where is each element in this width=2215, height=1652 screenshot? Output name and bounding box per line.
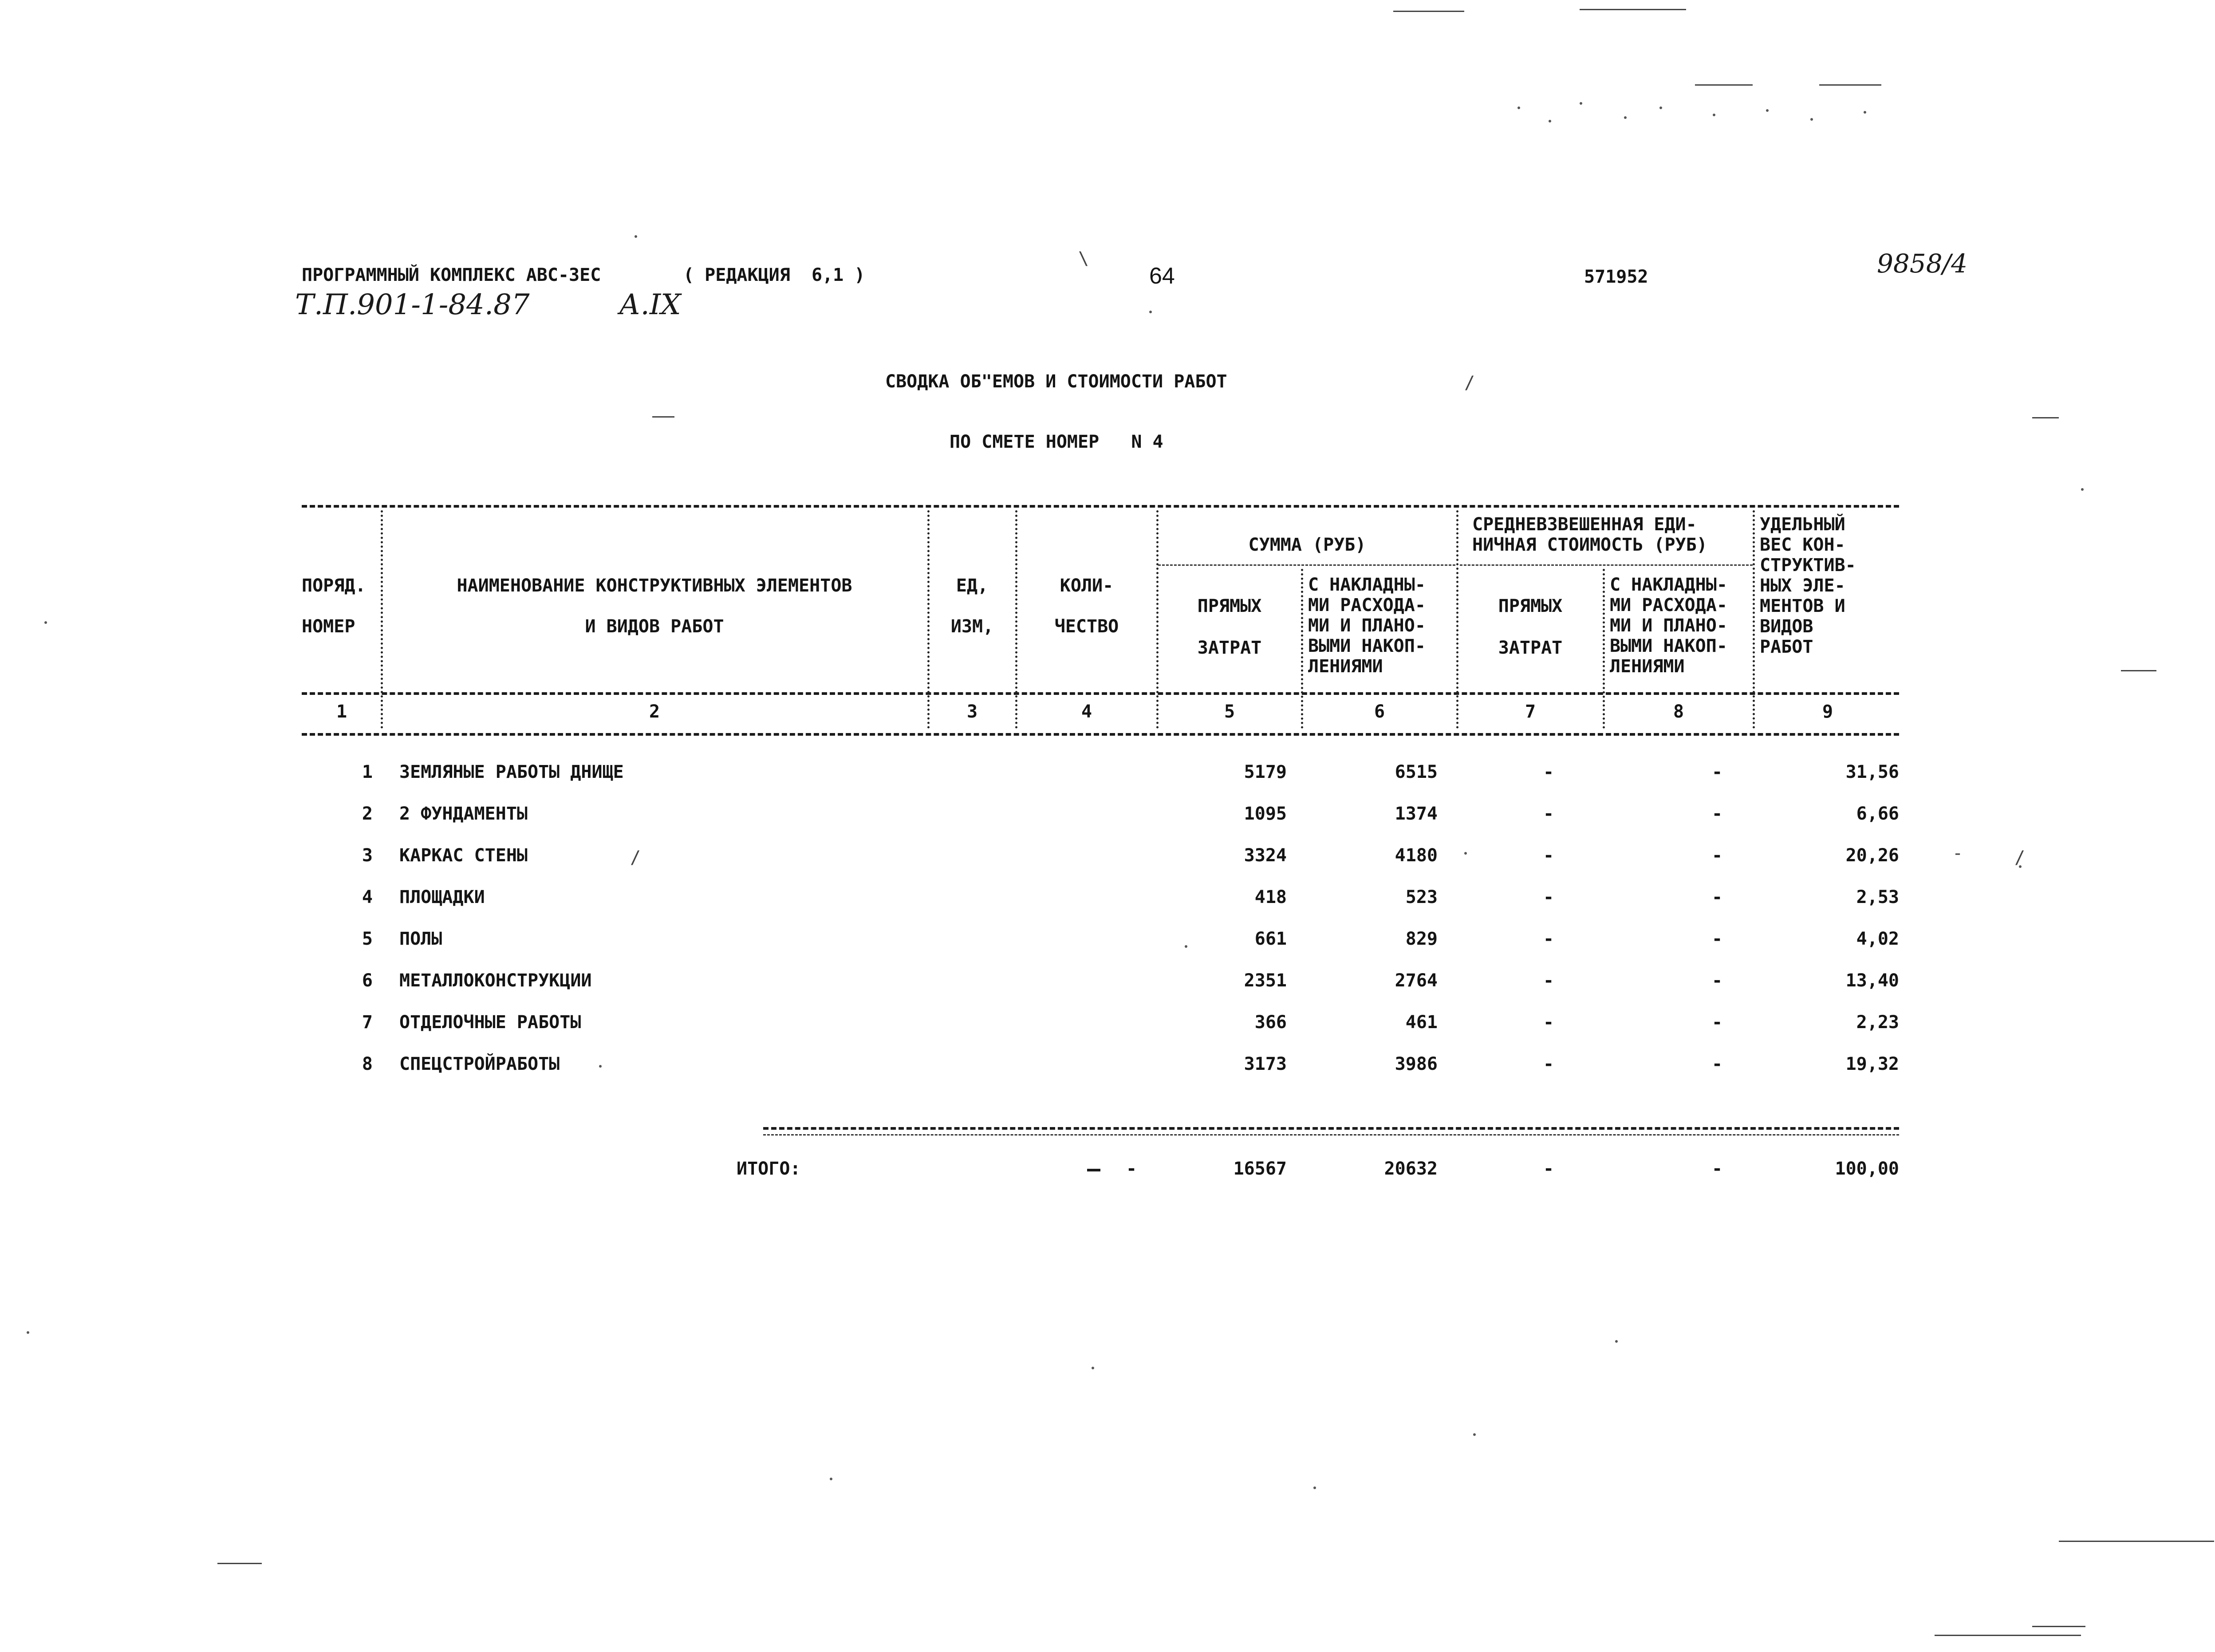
row-share: 6,66 [1856, 804, 1899, 824]
row-number: 5 [362, 929, 373, 949]
head-overhead-line1: С НАКЛАДНЫ- [1308, 575, 1426, 595]
row-name: СПЕЦСТРОЙРАБОТЫ [399, 1054, 560, 1074]
scan-glyph: / [2014, 848, 2026, 868]
head-overhead-line5: ЛЕНИЯМИ [1308, 656, 1383, 677]
row-avg-direct: - [1543, 887, 1554, 907]
scan-speck [1517, 106, 1520, 109]
scan-mark [2032, 1626, 2085, 1627]
row-avg-overhead: - [1711, 1054, 1723, 1074]
header-bottom-rule [302, 692, 1899, 695]
scan-mark [1695, 84, 1753, 86]
row-number: 8 [362, 1054, 373, 1074]
total-qty: - [1126, 1159, 1137, 1179]
total-avg-direct: - [1543, 1159, 1554, 1179]
row-name: ЗЕМЛЯНЫЕ РАБОТЫ ДНИЩЕ [399, 762, 624, 782]
avg-group-underline [1460, 564, 1753, 566]
row-overhead-cost: 3986 [1395, 1054, 1438, 1074]
head-name-line1: НАИМЕНОВАНИЕ КОНСТРУКТИВНЫХ ЭЛЕМЕНТОВ [457, 576, 852, 596]
scan-mark [2059, 1541, 2214, 1542]
row-share: 19,32 [1845, 1054, 1899, 1074]
total-rule-second [763, 1134, 1899, 1136]
row-share: 31,56 [1845, 762, 1899, 782]
row-name: ПОЛЫ [399, 929, 442, 949]
handwritten-album-number: А.IX [619, 288, 681, 321]
scan-speck [1580, 102, 1582, 105]
total-label: ИТОГО: [737, 1159, 801, 1179]
scan-speck [599, 1065, 602, 1068]
row-share: 2,23 [1856, 1012, 1899, 1033]
row-overhead-cost: 1374 [1395, 804, 1438, 824]
col-number-6: 6 [1374, 702, 1385, 722]
row-share: 4,02 [1856, 929, 1899, 949]
head-seq-line1: ПОРЯД. [302, 576, 366, 596]
scan-speck [1659, 106, 1662, 109]
col-separator-2 [927, 510, 930, 729]
row-name: МЕТАЛЛОКОНСТРУКЦИИ [399, 970, 592, 991]
row-number: 6 [362, 970, 373, 991]
row-number: 2 [362, 804, 373, 824]
scan-speck [27, 1331, 29, 1334]
col-number-8: 8 [1673, 702, 1684, 722]
row-overhead-cost: 6515 [1395, 762, 1438, 782]
scan-speck [830, 1478, 832, 1480]
head-share-line6: ВИДОВ [1760, 616, 1813, 637]
sum-group-underline [1158, 564, 1455, 566]
head-overhead-line4: ВЫМИ НАКОП- [1308, 636, 1426, 656]
total-rule [763, 1127, 1899, 1130]
head-unit-line2: ИЗМ, [950, 616, 994, 637]
head-share-line2: ВЕС КОН- [1760, 535, 1845, 555]
head-avg-direct-line2: ЗАТРАТ [1498, 638, 1563, 658]
col-number-3: 3 [966, 702, 978, 722]
scan-speck [1149, 311, 1152, 313]
head-share-line5: МЕНТОВ И [1760, 596, 1845, 616]
scan-speck [1473, 1433, 1476, 1436]
row-avg-overhead: - [1711, 1012, 1723, 1033]
row-direct-cost: 3324 [1244, 845, 1287, 866]
head-avg-overhead-line3: МИ И ПЛАНО- [1610, 615, 1727, 636]
page-number: 64 [1149, 263, 1175, 289]
scan-mark [1087, 1169, 1100, 1171]
row-name: ОТДЕЛОЧНЫЕ РАБОТЫ [399, 1012, 581, 1033]
scan-glyph: / [1464, 373, 1475, 393]
col-separator-5 [1301, 569, 1303, 729]
scan-speck [1549, 120, 1551, 122]
scan-glyph: / [630, 848, 641, 868]
scan-mark [1935, 1635, 2081, 1636]
scan-speck [1092, 1367, 1094, 1369]
col-separator-6 [1456, 510, 1458, 729]
row-avg-overhead: - [1711, 970, 1723, 991]
scan-speck [1624, 116, 1627, 119]
row-share: 20,26 [1845, 845, 1899, 866]
total-direct-cost: 16567 [1233, 1159, 1287, 1179]
estimate-number: ПО СМЕТЕ НОМЕР N 4 [950, 432, 1163, 452]
row-overhead-cost: 829 [1405, 929, 1438, 949]
scan-mark [2032, 417, 2059, 418]
col-separator-7 [1603, 569, 1605, 729]
scan-mark [1580, 9, 1686, 10]
scan-speck [1864, 111, 1866, 114]
row-name: 2 ФУНДАМЕНТЫ [399, 804, 528, 824]
row-number: 3 [362, 845, 373, 866]
document-code: 571952 [1584, 267, 1648, 287]
row-share: 2,53 [1856, 887, 1899, 907]
head-share-line7: РАБОТ [1760, 637, 1813, 657]
scan-glyph: \ [1078, 248, 1089, 269]
row-direct-cost: 366 [1254, 1012, 1287, 1033]
row-avg-direct: - [1543, 1012, 1554, 1033]
row-overhead-cost: 461 [1405, 1012, 1438, 1033]
head-avg-overhead-line2: МИ РАСХОДА- [1610, 595, 1727, 615]
head-seq-line2: НОМЕР [302, 616, 355, 637]
row-direct-cost: 5179 [1244, 762, 1287, 782]
row-avg-overhead: - [1711, 929, 1723, 949]
col-separator-8 [1753, 510, 1755, 729]
row-avg-direct: - [1543, 970, 1554, 991]
row-direct-cost: 3173 [1244, 1054, 1287, 1074]
row-number: 7 [362, 1012, 373, 1033]
row-direct-cost: 418 [1254, 887, 1287, 907]
row-direct-cost: 1095 [1244, 804, 1287, 824]
head-direct-line1: ПРЯМЫХ [1197, 596, 1262, 616]
row-name: ПЛОЩАДКИ [399, 887, 485, 907]
document-title: СВОДКА ОБ"ЕМОВ И СТОИМОСТИ РАБОТ [885, 371, 1227, 392]
program-name: ПРОГРАММНЫЙ КОМПЛЕКС АВС-3ЕС [302, 265, 601, 285]
row-number: 1 [362, 762, 373, 782]
row-avg-overhead: - [1711, 762, 1723, 782]
row-avg-direct: - [1543, 804, 1554, 824]
col-number-1: 1 [336, 702, 347, 722]
head-sum-group: СУММА (РУБ) [1248, 535, 1366, 555]
head-avg-overhead-line1: С НАКЛАДНЫ- [1610, 575, 1727, 595]
head-avg-group-line1: СРЕДНЕВЗВЕШЕННАЯ ЕДИ- [1472, 514, 1697, 535]
col-number-5: 5 [1224, 702, 1235, 722]
row-avg-direct: - [1543, 845, 1554, 866]
head-name-line2: И ВИДОВ РАБОТ [585, 616, 724, 637]
total-avg-overhead: - [1711, 1159, 1723, 1179]
head-qty-line2: ЧЕСТВО [1054, 616, 1119, 637]
column-number-rule [302, 733, 1899, 736]
head-qty-line1: КОЛИ- [1060, 576, 1114, 596]
row-avg-direct: - [1543, 929, 1554, 949]
scan-mark [652, 416, 674, 418]
row-name: КАРКАС СТЕНЫ [399, 845, 528, 866]
head-avg-group-line2: НИЧНАЯ СТОИМОСТЬ (РУБ) [1472, 535, 1707, 555]
head-avg-overhead-line5: ЛЕНИЯМИ [1610, 656, 1685, 677]
col-number-9: 9 [1822, 702, 1833, 722]
row-number: 4 [362, 887, 373, 907]
scan-speck [2081, 488, 2084, 491]
row-share: 13,40 [1845, 970, 1899, 991]
row-avg-overhead: - [1711, 845, 1723, 866]
scan-speck [1313, 1486, 1316, 1489]
row-overhead-cost: 523 [1405, 887, 1438, 907]
scan-glyph: - [1952, 843, 1963, 863]
scan-speck [1713, 114, 1715, 116]
col-number-7: 7 [1525, 702, 1536, 722]
head-unit-line1: ЕД, [956, 576, 989, 596]
row-direct-cost: 2351 [1244, 970, 1287, 991]
row-avg-overhead: - [1711, 804, 1723, 824]
col-separator-1 [381, 510, 383, 729]
col-separator-3 [1015, 510, 1017, 729]
col-number-2: 2 [649, 702, 660, 722]
row-avg-direct: - [1543, 1054, 1554, 1074]
scan-mark [217, 1563, 262, 1564]
row-overhead-cost: 2764 [1395, 970, 1438, 991]
scan-speck [635, 235, 637, 238]
col-separator-4 [1156, 510, 1159, 729]
col-number-4: 4 [1081, 702, 1092, 722]
row-avg-overhead: - [1711, 887, 1723, 907]
head-avg-direct-line1: ПРЯМЫХ [1498, 596, 1563, 616]
head-overhead-line3: МИ И ПЛАНО- [1308, 615, 1426, 636]
total-overhead-cost: 20632 [1384, 1159, 1438, 1179]
handwritten-sheet-number: 9858/4 [1877, 248, 1968, 279]
table-top-rule [302, 505, 1899, 508]
scan-mark [2121, 670, 2156, 671]
edition-label: ( РЕДАКЦИЯ 6,1 ) [683, 265, 865, 285]
head-share-line4: НЫХ ЭЛЕ- [1760, 576, 1845, 596]
total-share: 100,00 [1835, 1159, 1899, 1179]
scan-speck [44, 621, 47, 624]
head-share-line1: УДЕЛЬНЫЙ [1760, 514, 1845, 535]
scan-mark [1819, 84, 1881, 86]
scan-speck [1810, 118, 1813, 121]
row-avg-direct: - [1543, 762, 1554, 782]
scan-speck [1185, 945, 1187, 948]
head-avg-overhead-line4: ВЫМИ НАКОП- [1610, 636, 1727, 656]
row-overhead-cost: 4180 [1395, 845, 1438, 866]
head-direct-line2: ЗАТРАТ [1197, 638, 1262, 658]
head-share-line3: СТРУКТИВ- [1760, 555, 1856, 576]
scan-speck [1766, 109, 1769, 112]
scan-speck [1615, 1340, 1618, 1343]
handwritten-project-code: Т.П.901-1-84.87 [295, 288, 530, 321]
scan-mark [1393, 11, 1464, 12]
head-overhead-line2: МИ РАСХОДА- [1308, 595, 1426, 615]
row-direct-cost: 661 [1254, 929, 1287, 949]
scan-speck [1464, 852, 1467, 855]
